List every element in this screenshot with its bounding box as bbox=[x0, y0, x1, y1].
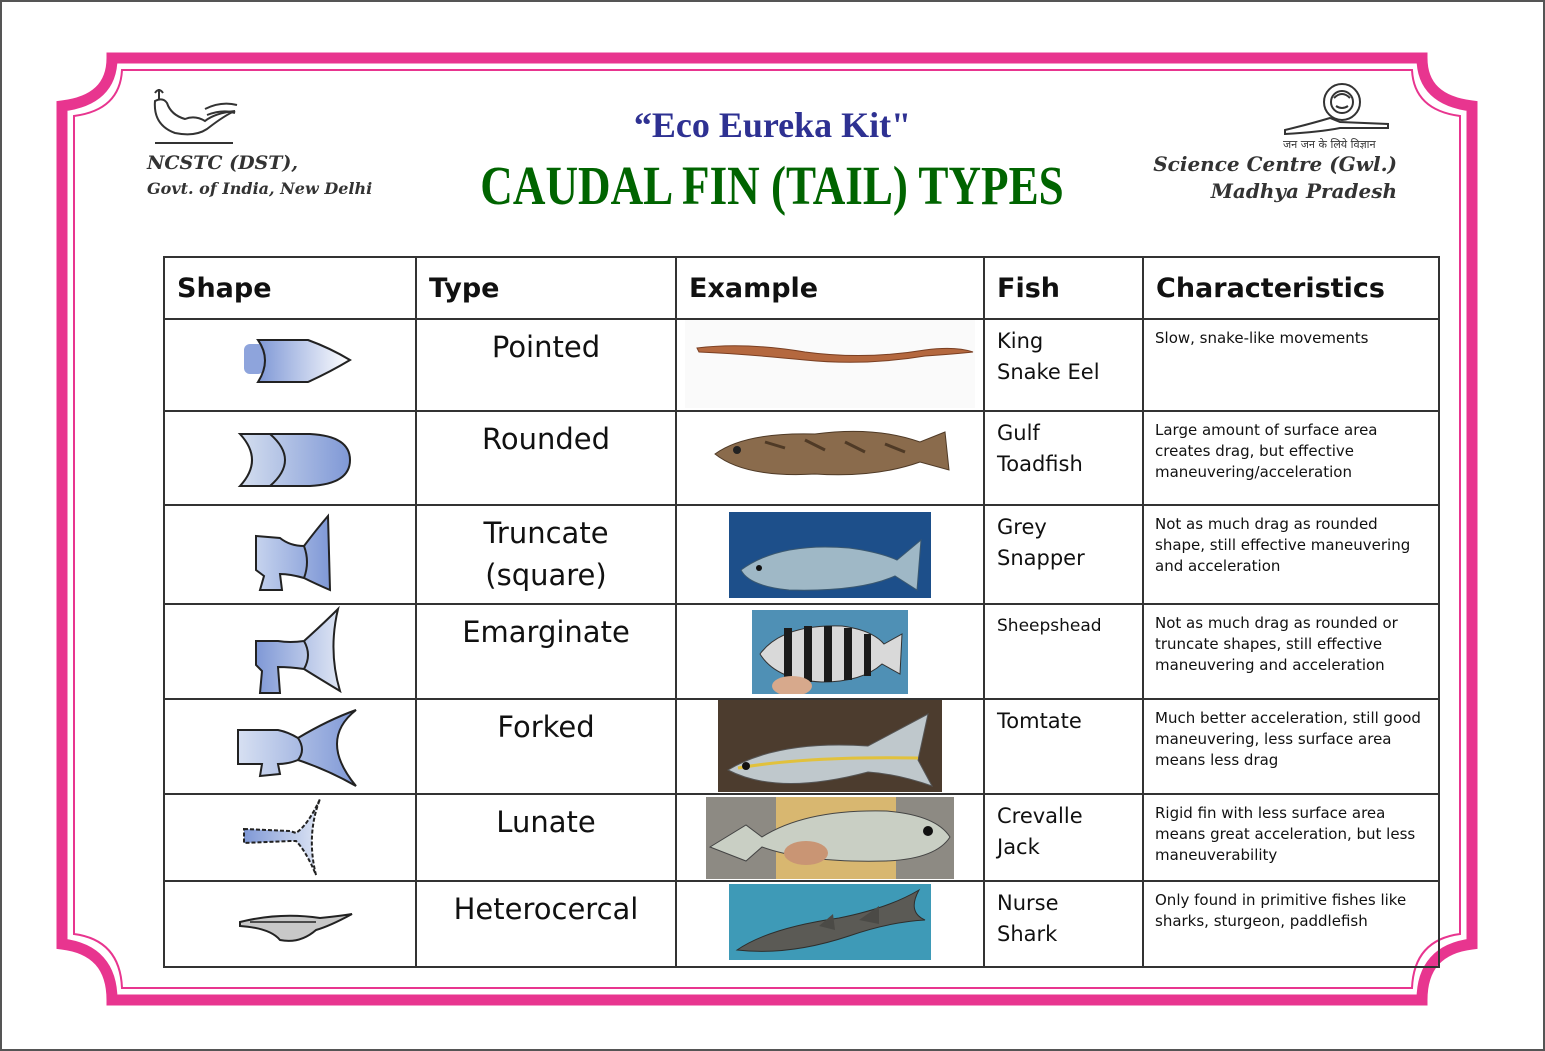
right-org-hindi-tagline: जन जन के लिये विज्ञान bbox=[1283, 138, 1376, 151]
tomtate-photo bbox=[718, 700, 942, 792]
fish-name: Crevalle bbox=[997, 804, 1083, 828]
column-header-fish: Fish bbox=[984, 257, 1143, 319]
page-title: CAUDAL FIN (TAIL) TYPES bbox=[480, 155, 1064, 216]
fish-name: Sheepshead bbox=[997, 616, 1102, 636]
emarginate-fin-icon bbox=[220, 605, 360, 697]
table-row bbox=[164, 881, 1439, 967]
fin-type-label: Rounded bbox=[481, 422, 610, 456]
fin-type-label: Heterocercal bbox=[453, 892, 639, 926]
table-row bbox=[164, 604, 1439, 699]
kit-title: “Eco Eureka Kit" bbox=[633, 105, 912, 145]
pointed-fin-icon bbox=[220, 320, 360, 408]
table-row bbox=[164, 411, 1439, 505]
fish-name-line2: Shark bbox=[997, 922, 1058, 946]
rounded-fin-icon bbox=[220, 412, 360, 502]
heterocercal-fin-icon bbox=[220, 882, 360, 962]
column-header-characteristics: Characteristics bbox=[1143, 257, 1439, 319]
caudal-fin-table bbox=[163, 256, 1440, 968]
fin-characteristics: Much better acceleration, still good maneuvering, less surface area means less drag bbox=[1155, 709, 1421, 769]
fish-name-line2: Jack bbox=[997, 835, 1040, 859]
right-org-location: Madhya Pradesh bbox=[1210, 179, 1397, 203]
crevalle-jack-photo bbox=[706, 797, 954, 879]
fish-name: Grey bbox=[997, 515, 1047, 539]
fish-name-line2: Toadfish bbox=[997, 452, 1083, 476]
shape-cell bbox=[164, 319, 416, 411]
left-org-location: Govt. of India, New Delhi bbox=[147, 179, 373, 198]
fin-characteristics: Not as much drag as rounded or truncate shapes, still effective maneuvering and acceleration bbox=[1155, 614, 1398, 674]
column-header-example: Example bbox=[676, 257, 984, 319]
table-row bbox=[164, 319, 1439, 411]
fin-type-label-line2: (square) bbox=[485, 558, 607, 592]
grey-snapper-photo bbox=[729, 512, 931, 598]
fin-type-label: Lunate bbox=[496, 805, 596, 839]
fin-type-label: Truncate bbox=[483, 516, 609, 550]
fin-type-label: Forked bbox=[497, 710, 595, 744]
nurse-shark-photo bbox=[729, 884, 931, 960]
column-header-shape: Shape bbox=[164, 257, 416, 319]
fish-name: King bbox=[997, 329, 1044, 353]
fish-name: Gulf bbox=[997, 421, 1040, 445]
fin-characteristics: Only found in primitive fishes like sharks, sturgeon, paddlefish bbox=[1155, 891, 1407, 930]
sheepshead-photo bbox=[752, 610, 908, 694]
fin-characteristics: Slow, snake-like movements bbox=[1155, 329, 1369, 347]
column-header-type: Type bbox=[416, 257, 676, 319]
right-org-name: Science Centre (Gwl.) bbox=[1153, 152, 1397, 176]
fish-name-line2: Snapper bbox=[997, 546, 1085, 570]
table-row bbox=[164, 505, 1439, 604]
fin-type-label: Emarginate bbox=[462, 615, 630, 649]
fish-name-line2: Snake Eel bbox=[997, 360, 1100, 384]
fin-characteristics: Rigid fin with less surface area means great acceleration, but less maneuverability bbox=[1155, 804, 1416, 864]
fin-characteristics: Large amount of surface area creates drag, but effective maneuvering/acceleration bbox=[1155, 421, 1378, 481]
table-row bbox=[164, 699, 1439, 794]
table-header-row bbox=[164, 257, 1439, 319]
truncate-fin-icon bbox=[220, 506, 360, 601]
fish-name: Tomtate bbox=[997, 709, 1082, 733]
left-org-name: NCSTC (DST), bbox=[147, 152, 299, 174]
king-snake-eel-photo bbox=[685, 320, 975, 408]
table-row bbox=[164, 794, 1439, 881]
gulf-toadfish-photo bbox=[705, 412, 955, 502]
lunate-fin-icon bbox=[220, 795, 360, 879]
fin-characteristics: Not as much drag as rounded shape, still effective maneuvering and acceleration bbox=[1155, 515, 1411, 575]
forked-fin-icon bbox=[218, 700, 363, 792]
fish-name: Nurse bbox=[997, 891, 1059, 915]
fin-type-label: Pointed bbox=[491, 330, 601, 364]
